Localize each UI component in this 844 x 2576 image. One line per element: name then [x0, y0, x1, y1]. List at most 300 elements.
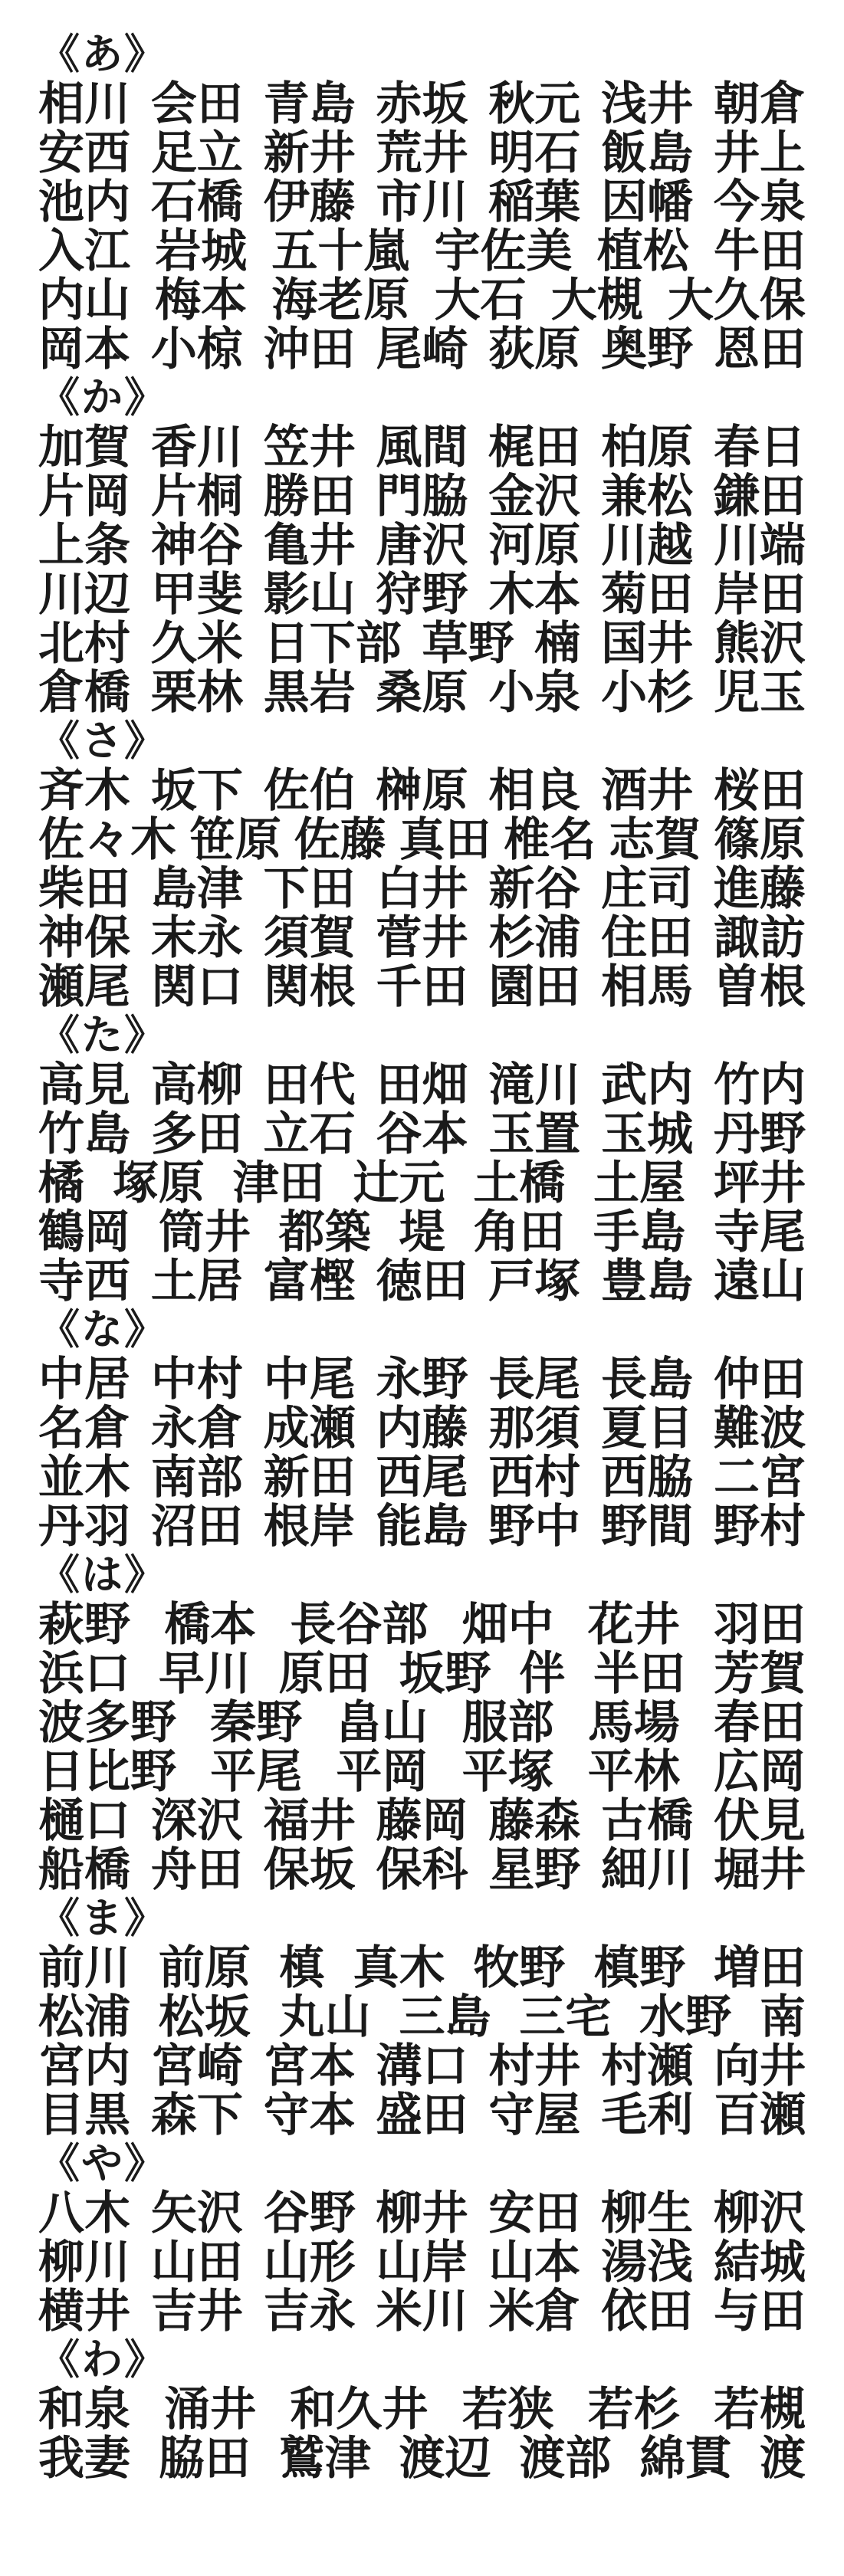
- surname: 朝倉: [713, 77, 806, 131]
- surname: 園田: [488, 960, 581, 1014]
- surname: 平尾: [210, 1745, 303, 1799]
- surname: 川辺: [38, 568, 130, 622]
- surname-row: [38, 126, 806, 180]
- surname: 馬場: [587, 1696, 680, 1750]
- surname: 今泉: [713, 176, 806, 229]
- surname: 楠: [534, 617, 581, 671]
- section-heading: 《や》: [38, 2139, 167, 2187]
- surname: 長島: [601, 1353, 694, 1406]
- kana-section: [38, 2335, 806, 2486]
- surname: 土橋: [473, 1157, 566, 1210]
- surname: 藤森: [488, 1794, 581, 1848]
- surname-row: [38, 77, 806, 131]
- surname-row: [38, 617, 806, 671]
- surname: 竹内: [713, 1058, 806, 1112]
- surname: 土屋: [593, 1157, 686, 1210]
- surname: 進藤: [713, 862, 806, 916]
- surname: 中居: [38, 1353, 130, 1406]
- surname: 兼松: [601, 470, 694, 523]
- surname: 池内: [38, 176, 130, 229]
- surname: 長尾: [488, 1353, 581, 1406]
- surname: 佐々木: [38, 813, 176, 867]
- surname: 狩野: [376, 568, 468, 622]
- surname: 河原: [488, 519, 581, 573]
- surname: 仲田: [713, 1353, 806, 1406]
- surname: 遠山: [713, 1255, 806, 1308]
- surname: 片岡: [38, 470, 130, 523]
- surname: 国井: [601, 617, 694, 671]
- surname: 坪井: [713, 1157, 806, 1210]
- surname: 神保: [38, 911, 130, 965]
- section-heading: 《な》: [38, 1305, 167, 1354]
- surname-row: [38, 1696, 806, 1750]
- surname: 前原: [158, 1941, 251, 1995]
- surname: 山田: [150, 2236, 243, 2289]
- surname-row: [38, 960, 806, 1014]
- surname: 明石: [488, 126, 581, 180]
- surname: 上条: [38, 519, 130, 573]
- surname: 谷野: [263, 2187, 356, 2240]
- surname: 笠井: [263, 421, 356, 474]
- surname: 滝川: [488, 1058, 581, 1112]
- surname-row: [38, 325, 806, 374]
- surname: 向井: [713, 2039, 806, 2093]
- surname: 八木: [38, 2187, 130, 2240]
- surname: 深沢: [150, 1794, 243, 1848]
- surname: 丸山: [278, 1990, 371, 2044]
- surname: 桜田: [713, 764, 806, 818]
- surname: 荒井: [376, 126, 468, 180]
- surname: 森下: [150, 2089, 243, 2142]
- surname: 寺西: [38, 1255, 130, 1308]
- surname: 野村: [713, 1500, 806, 1554]
- surname: 毛利: [601, 2089, 694, 2142]
- surname: 安西: [38, 126, 130, 180]
- surname: 溝口: [376, 2039, 468, 2093]
- surname-row: [38, 2287, 806, 2336]
- surname-row: [38, 1159, 806, 1208]
- surname: 門脇: [376, 470, 468, 523]
- surname: 脇田: [158, 2432, 251, 2486]
- surname: 植松: [596, 225, 689, 278]
- surname-row: [38, 1843, 806, 1897]
- surname: 島津: [150, 862, 243, 916]
- surname: 守屋: [488, 2089, 581, 2142]
- surname: 与田: [713, 2285, 806, 2338]
- surname: 大石: [434, 274, 527, 327]
- surname: 牛田: [713, 225, 806, 278]
- surname-row: [38, 1990, 806, 2044]
- surname: 小椋: [150, 323, 243, 376]
- surname: 橘: [38, 1157, 84, 1210]
- surname: 安田: [488, 2187, 581, 2240]
- surname-row: [38, 2189, 806, 2238]
- surname-row: [38, 911, 806, 965]
- surname: 小杉: [601, 666, 694, 720]
- surname-row: [38, 423, 806, 472]
- surname: 星野: [488, 1843, 581, 1897]
- surname: 辻元: [353, 1157, 445, 1210]
- surname: 花井: [587, 1598, 680, 1652]
- surname: 結城: [713, 2236, 806, 2289]
- surname: 佐伯: [263, 764, 356, 818]
- surname: 涌井: [164, 2383, 257, 2437]
- surname: 諏訪: [713, 911, 806, 965]
- surname: 唐沢: [376, 519, 468, 573]
- surname: 塚原: [112, 1157, 205, 1210]
- surname: 鶴岡: [38, 1206, 130, 1259]
- surname: 野間: [601, 1500, 694, 1554]
- surname: 平岡: [336, 1745, 429, 1799]
- surname: 保坂: [263, 1843, 356, 1897]
- surname: 曽根: [713, 960, 806, 1014]
- surname: 菅井: [376, 911, 468, 965]
- surname: 柳生: [601, 2187, 694, 2240]
- surname: 久米: [150, 617, 243, 671]
- surname-row: [38, 178, 806, 227]
- surname: 五十嵐: [271, 225, 410, 278]
- surname: 高見: [38, 1058, 130, 1112]
- section-heading: 《わ》: [38, 2335, 167, 2384]
- surname: 和泉: [38, 2383, 130, 2437]
- surname: 宮本: [263, 2039, 356, 2093]
- surname: 椎名: [504, 813, 596, 867]
- surname: 坂下: [150, 764, 243, 818]
- surname: 松坂: [158, 1990, 251, 2044]
- surname: 手島: [593, 1206, 686, 1259]
- surname: 荻原: [488, 323, 581, 376]
- surname-row: [38, 1257, 806, 1306]
- surname: 根岸: [263, 1500, 356, 1554]
- surname: 若杉: [587, 2383, 680, 2437]
- surname-row: [38, 472, 806, 521]
- surname: 赤坂: [376, 77, 468, 131]
- surname: 因幡: [601, 176, 694, 229]
- surname: 波多野: [38, 1696, 176, 1750]
- surname: 樋口: [38, 1794, 130, 1848]
- surname: 芳賀: [713, 1647, 806, 1701]
- surname: 笹原: [189, 813, 281, 867]
- surname-row: [38, 2039, 806, 2093]
- surname: 畠山: [336, 1696, 429, 1750]
- surname: 瀬尾: [38, 960, 130, 1014]
- surname: 神谷: [150, 519, 243, 573]
- surname: 和久井: [290, 2383, 429, 2437]
- surname: 柳井: [376, 2187, 468, 2240]
- surname: 真木: [353, 1941, 445, 1995]
- surname: 浜口: [38, 1647, 130, 1701]
- surname: 目黒: [38, 2089, 130, 2142]
- surname: 梅本: [155, 274, 248, 327]
- surname: 百瀬: [713, 2089, 806, 2142]
- surname-row: [38, 2432, 806, 2486]
- surname: 下田: [263, 862, 356, 916]
- kana-section: [38, 373, 806, 720]
- section-heading: 《さ》: [38, 717, 167, 765]
- surname: 吉永: [263, 2285, 356, 2338]
- surname: 沖田: [263, 323, 356, 376]
- surname: 黒岩: [263, 666, 356, 720]
- surname: 横井: [38, 2285, 130, 2338]
- surname: 伴: [519, 1647, 566, 1701]
- surname: 前川: [38, 1941, 130, 1995]
- surname: 須賀: [263, 911, 356, 965]
- surname: 岡本: [38, 323, 130, 376]
- section-heading: 《ま》: [38, 1894, 167, 1942]
- surname: 玉置: [488, 1108, 581, 1161]
- section-heading: 《は》: [38, 1551, 167, 1599]
- surname: 橋本: [164, 1598, 257, 1652]
- surname: 栗林: [150, 666, 243, 720]
- surname: 大久保: [667, 274, 806, 327]
- surname: 藤岡: [376, 1794, 468, 1848]
- surname-row: [38, 2383, 806, 2437]
- surname-row: [38, 519, 806, 573]
- surname: 成瀬: [263, 1402, 356, 1455]
- surname-row: [38, 815, 806, 865]
- surname: 米倉: [488, 2285, 581, 2338]
- surname: 三宅: [519, 1990, 612, 2044]
- surname: 草野: [422, 617, 514, 671]
- surname-row: [38, 1110, 806, 1159]
- surname: 名倉: [38, 1402, 130, 1455]
- surname: 細川: [601, 1843, 694, 1897]
- surname-row: [38, 1747, 806, 1797]
- surname: 畑中: [461, 1598, 554, 1652]
- surname: 渡部: [519, 2432, 612, 2486]
- surname-row: [38, 227, 806, 276]
- surname: 杉浦: [488, 911, 581, 965]
- surname: 相川: [38, 77, 130, 131]
- surname: 玉城: [601, 1108, 694, 1161]
- surname: 南: [759, 1990, 806, 2044]
- surname-row: [38, 862, 806, 916]
- surname: 多田: [150, 1108, 243, 1161]
- surname: 鎌田: [713, 470, 806, 523]
- surname: 内藤: [376, 1402, 468, 1455]
- surname: 井上: [713, 126, 806, 180]
- surname: 酒井: [601, 764, 694, 818]
- surname: 那須: [488, 1402, 581, 1455]
- surname: 児玉: [713, 666, 806, 720]
- surname: 西村: [488, 1451, 581, 1505]
- surname: 岸田: [713, 568, 806, 622]
- surname: 西尾: [376, 1451, 468, 1505]
- surname: 依田: [601, 2285, 694, 2338]
- surname: 水野: [639, 1990, 732, 2044]
- surname: 村瀬: [601, 2039, 694, 2093]
- surname: 桑原: [376, 666, 468, 720]
- surname: 西脇: [601, 1451, 694, 1505]
- surname: 伏見: [713, 1794, 806, 1848]
- surname: 恩田: [713, 323, 806, 376]
- surname: 湯浅: [601, 2236, 694, 2289]
- surname: 牧野: [473, 1941, 566, 1995]
- surname: 豊島: [601, 1255, 694, 1308]
- surname: 原田: [278, 1647, 371, 1701]
- surname: 山岸: [376, 2236, 468, 2289]
- surname: 勝田: [263, 470, 356, 523]
- surname: 堤: [399, 1206, 445, 1259]
- surname-row: [38, 2238, 806, 2287]
- surname: 浅井: [601, 77, 694, 131]
- surname: 市川: [376, 176, 468, 229]
- surname: 山形: [263, 2236, 356, 2289]
- surname: 谷本: [376, 1108, 468, 1161]
- surname-row: [38, 2091, 806, 2140]
- surname: 石橋: [150, 176, 243, 229]
- surname: 海老原: [271, 274, 410, 327]
- surname: 筒井: [158, 1206, 251, 1259]
- surname: 佐藤: [294, 813, 386, 867]
- surname: 新谷: [488, 862, 581, 916]
- surname: 倉橋: [38, 666, 130, 720]
- surname-row: [38, 1647, 806, 1701]
- surname: 盛田: [376, 2089, 468, 2142]
- surname: 増田: [713, 1941, 806, 1995]
- surname: 柴田: [38, 862, 130, 916]
- surname: 半田: [593, 1647, 686, 1701]
- surname-row: [38, 764, 806, 818]
- surname: 末永: [150, 911, 243, 965]
- surname: 槙野: [593, 1941, 686, 1995]
- surname: 会田: [150, 77, 243, 131]
- surname: 渡: [759, 2432, 806, 2486]
- surname: 広岡: [713, 1745, 806, 1799]
- surname: 古橋: [601, 1794, 694, 1848]
- surname: 志賀: [609, 813, 701, 867]
- surname: 甲斐: [150, 568, 243, 622]
- kana-section: [38, 1012, 806, 1306]
- section-heading: 《た》: [38, 1011, 167, 1059]
- surname: 関根: [263, 960, 356, 1014]
- surname-row: [38, 568, 806, 622]
- surname-row: [38, 1208, 806, 1257]
- kana-section: [38, 717, 806, 1012]
- surname: 三島: [399, 1990, 491, 2044]
- surname: 角田: [473, 1206, 566, 1259]
- surname: 永倉: [150, 1402, 243, 1455]
- surname: 大槻: [550, 274, 643, 327]
- surname: 春日: [713, 421, 806, 474]
- surname: 若槻: [713, 2383, 806, 2437]
- surname: 矢沢: [150, 2187, 243, 2240]
- surname: 白井: [376, 862, 468, 916]
- surname: 香川: [150, 421, 243, 474]
- surname: 亀井: [263, 519, 356, 573]
- surname: 並木: [38, 1451, 130, 1505]
- surname: 片桐: [150, 470, 243, 523]
- section-heading: 《か》: [38, 373, 167, 422]
- kana-section: [38, 1551, 806, 1895]
- kana-section: [38, 1305, 806, 1554]
- surname: 土居: [150, 1255, 243, 1308]
- surname: 斉木: [38, 764, 130, 818]
- surname: 保科: [376, 1843, 468, 1897]
- surname: 秦野: [210, 1696, 303, 1750]
- surname-row: [38, 276, 806, 325]
- surname-row: [38, 1451, 806, 1505]
- surname: 日比野: [38, 1745, 176, 1799]
- surname: 伊藤: [263, 176, 356, 229]
- surname: 榊原: [376, 764, 468, 818]
- surname: 武内: [601, 1058, 694, 1112]
- surname: 柏原: [601, 421, 694, 474]
- surname: 加賀: [38, 421, 130, 474]
- surname: 青島: [263, 77, 356, 131]
- surname: 風間: [376, 421, 468, 474]
- surname: 新井: [263, 126, 356, 180]
- surname: 戸塚: [488, 1255, 581, 1308]
- surname: 金沢: [488, 470, 581, 523]
- surname: 坂野: [399, 1647, 491, 1701]
- surname: 守本: [263, 2089, 356, 2142]
- surname: 舟田: [150, 1843, 243, 1897]
- surname: 奥野: [601, 323, 694, 376]
- surname: 岩城: [155, 225, 248, 278]
- surname: 新田: [263, 1451, 356, 1505]
- surname: 小泉: [488, 666, 581, 720]
- surname: 平塚: [461, 1745, 554, 1799]
- surname: 丹野: [713, 1108, 806, 1161]
- surname: 山本: [488, 2236, 581, 2289]
- surname: 早川: [158, 1647, 251, 1701]
- surname-row: [38, 666, 806, 720]
- surname: 中村: [150, 1353, 243, 1406]
- surname: 田代: [263, 1058, 356, 1112]
- surname: 春田: [713, 1696, 806, 1750]
- surname: 篠原: [713, 813, 806, 867]
- section-heading: 《あ》: [38, 30, 167, 78]
- surname: 木本: [488, 568, 581, 622]
- surname: 二宮: [713, 1451, 806, 1505]
- surname: 我妻: [38, 2432, 130, 2486]
- surname: 尾崎: [376, 323, 468, 376]
- surname-row: [38, 1794, 806, 1848]
- surname: 徳田: [376, 1255, 468, 1308]
- surname: 津田: [232, 1157, 325, 1210]
- surname: 米川: [376, 2285, 468, 2338]
- surname: 影山: [263, 568, 356, 622]
- surname: 柳川: [38, 2236, 130, 2289]
- kana-section: [38, 31, 806, 374]
- surname: 相良: [488, 764, 581, 818]
- surname: 若狭: [461, 2383, 554, 2437]
- surname: 永野: [376, 1353, 468, 1406]
- surname: 真田: [399, 813, 491, 867]
- surname: 宮内: [38, 2039, 130, 2093]
- surname: 相馬: [601, 960, 694, 1014]
- surname: 槙: [278, 1941, 325, 1995]
- surname: 鷲津: [278, 2432, 371, 2486]
- surname: 熊沢: [713, 617, 806, 671]
- surname-row: [38, 1355, 806, 1404]
- surname: 庄司: [601, 862, 694, 916]
- surname: 南部: [150, 1451, 243, 1505]
- surname: 沼田: [150, 1500, 243, 1554]
- surname: 福井: [263, 1794, 356, 1848]
- surname: 渡辺: [399, 2432, 491, 2486]
- surname: 宮崎: [150, 2039, 243, 2093]
- surname: 都築: [278, 1206, 371, 1259]
- surname: 菊田: [601, 568, 694, 622]
- surname: 富樫: [263, 1255, 356, 1308]
- surname: 千田: [376, 960, 468, 1014]
- surname: 中尾: [263, 1353, 356, 1406]
- surname: 堀井: [713, 1843, 806, 1897]
- surname-row: [38, 1598, 806, 1652]
- surname: 竹島: [38, 1108, 130, 1161]
